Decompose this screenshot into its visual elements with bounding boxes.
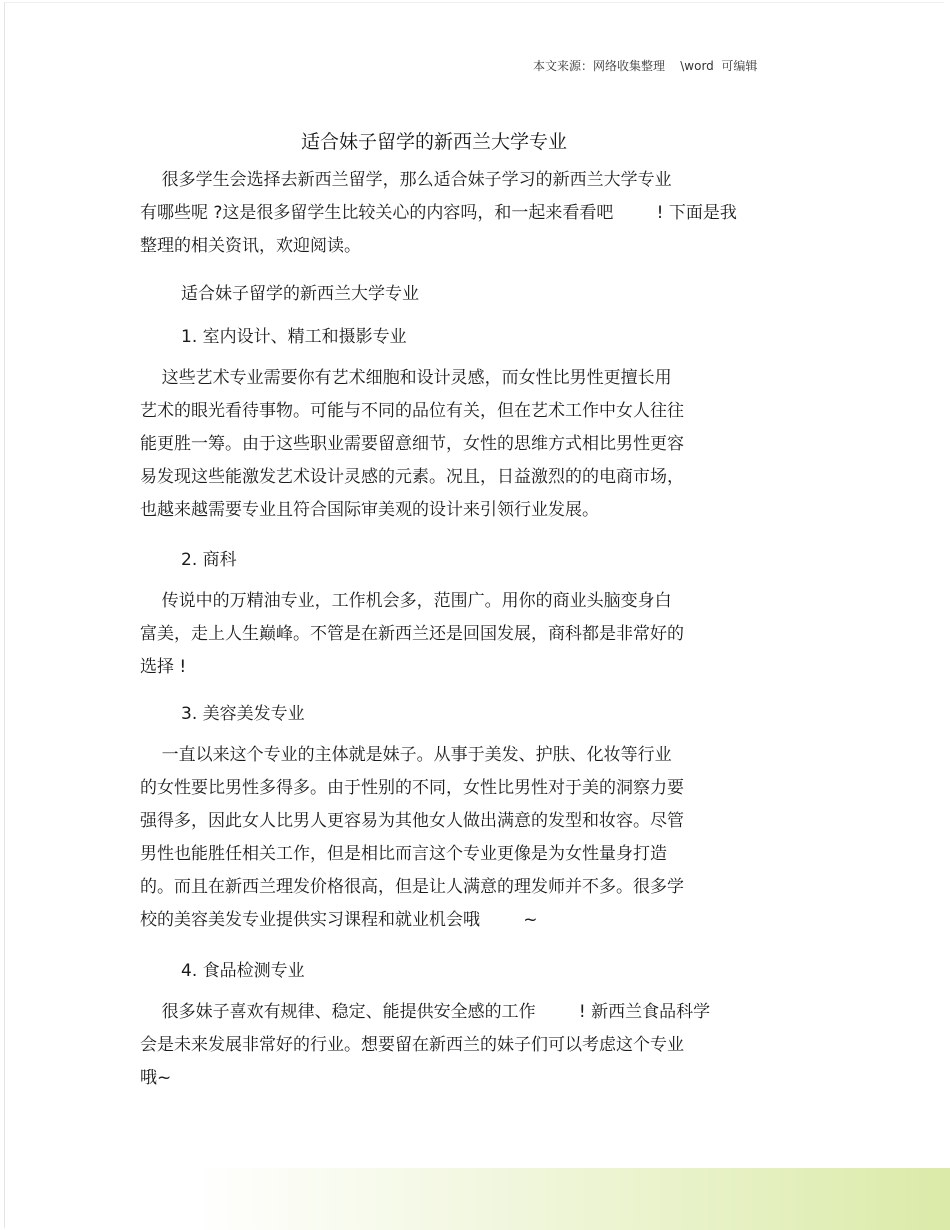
paragraph-line: 的女性要比男性多得多。由于性别的不同，女性比男性对于美的洞察力要 [140, 778, 684, 798]
section-heading: 4. 食品检测专业 [181, 961, 305, 981]
intro-paragraph [140, 164, 820, 263]
paragraph-line: 易发现这些能激发艺术设计灵感的元素。况且，日益激烈的的电商市场， [140, 467, 684, 487]
paragraph-line: 传说中的万精油专业，工作机会多，范围广。用你的商业头脑变身白 [140, 591, 672, 611]
paragraph-line: 校的美容美发专业提供实习课程和就业机会哦 ~ [140, 910, 538, 930]
section-heading: 1. 室内设计、精工和摄影专业 [181, 327, 407, 347]
section-paragraph [140, 739, 820, 937]
paragraph-line: 富美，走上人生巅峰。不管是在新西兰还是回国发展，商科都是非常好的 [140, 624, 684, 644]
paragraph-line: 很多学生会选择去新西兰留学，那么适合妹子学习的新西兰大学专业 [140, 170, 672, 190]
paragraph-line: 的。而且在新西兰理发价格很高，但是让人满意的理发师并不多。很多学 [140, 877, 684, 897]
footer-decoration [190, 1168, 950, 1230]
paragraph-line: 很多妹子喜欢有规律、稳定、能提供安全感的工作 ! 新西兰食品科学 [140, 1002, 711, 1022]
section-heading: 2. 商科 [181, 550, 237, 570]
paragraph-line: 有哪些呢 ?这是很多留学生比较关心的内容吗，和一起来看看吧 ! 下面是我 [140, 203, 737, 223]
paragraph-line: 会是未来发展非常好的行业。想要留在新西兰的妹子们可以考虑这个专业 [140, 1035, 684, 1055]
section-paragraph [140, 996, 820, 1095]
paragraph-line: 选择 ! [140, 657, 187, 677]
paragraph-line: 一直以来这个专业的主体就是妹子。从事于美发、护肤、化妆等行业 [140, 745, 672, 765]
paragraph-line: 也越来越需要专业且符合国际审美观的设计来引领行业发展。 [140, 500, 599, 520]
header-note: 本文来源：网络收集整理 \word 可编辑 [533, 59, 758, 73]
section-paragraph [140, 585, 820, 684]
section-paragraph [140, 362, 820, 527]
paragraph-line: 这些艺术专业需要你有艺术细胞和设计灵感，而女性比男性更擅长用 [140, 368, 672, 388]
section-heading: 3. 美容美发专业 [181, 704, 305, 724]
paragraph-line: 艺术的眼光看待事物。可能与不同的品位有关，但在艺术工作中女人往往 [140, 401, 684, 421]
paragraph-line: 男性也能胜任相关工作，但是相比而言这个专业更像是为女性量身打造 [140, 844, 667, 864]
paragraph-line: 能更胜一筹。由于这些职业需要留意细节，女性的思维方式相比男性更容 [140, 434, 684, 454]
page-title: 适合妹子留学的新西兰大学专业 [301, 131, 568, 153]
subtitle: 适合妹子留学的新西兰大学专业 [181, 284, 419, 304]
paragraph-line: 强得多，因此女人比男人更容易为其他女人做出满意的发型和妆容。尽管 [140, 811, 684, 831]
paragraph-line: 整理的相关资讯，欢迎阅读。 [140, 236, 361, 256]
paragraph-line: 哦~ [140, 1068, 172, 1088]
